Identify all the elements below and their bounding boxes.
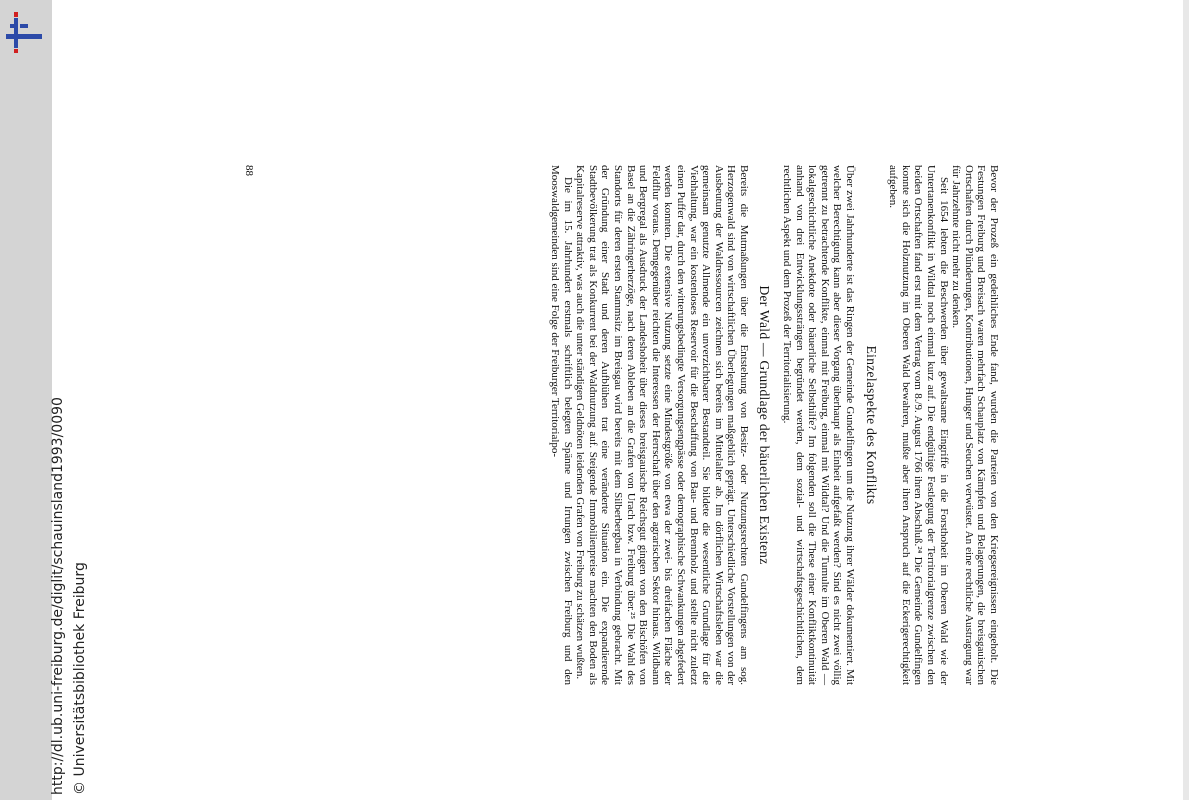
source-url-link[interactable]: http://dl.ub.uni-freiburg.de/diglit/schauinsland1993/0090 <box>50 397 66 795</box>
copyright-notice: © Universitätsbibliothek Freiburg <box>72 562 88 795</box>
paragraph: Seit 1654 lebten die Beschwerden über gewaltsame Eingriffe in die Forsthoheit im Oberen Wald wie der Untertanenkonflikt in Wildtal noch einmal kurz auf. Die endgültige Festlegung der Territorialgrenze zwischen den beiden Ortschaften fand erst mit dem Vertrag vom 8./9. August 1766 ihren Abschluß.²⁴ Die Gemeinde Gundelfingen konnte sich die Holznutzung im Oberen Wald bewahren, mußte aber ihren Anspruch auf die Eckerigerechtigkeit aufgeben. <box>887 165 950 685</box>
section-heading: Einzelaspekte des Konflikts <box>863 345 879 505</box>
section-heading: Der Wald — Grundlage der bäuerlichen Existenz <box>757 285 773 565</box>
paragraph: Bereits die Mutmaßungen über die Entstehung von Besitz- oder Nutzungsrechten Gundelfingens am sog. Herzogenwald sind von wirtschaftlichen Überlegungen maßgeblich geprägt. Unterschiedliche Vorstellungen von der Ausbeutung der Waldressourcen zeichnen sich bereits im Mittelalter ab. Im dörflichen Wirtschaftsleben war die gemeinsam genutzte Allmende ein unverzichtbarer Bestandteil. Sie bildete die wesentliche Grundlage für die Viehhaltung, war ein kostenloses Reservoir für die Beschaffung von Bau- und Brennholz und stellte nicht zuletzt einen Puffer dar, durch den witterungsbedingte Versorgungsengpässe oder demographische Schwankungen abgefedert werden konnten. Die extensive Nutzung setzte eine Mindestgröße von etwa der zwei- bis dreifachen Fläche der Feldflur voraus. Demgegenüber reichten die Interessen der Herrschaft über den agrarischen Sektor hinaus. Wildbann und Bergregal als Ausdruck der Landeshoheit über dieses breisgauische Reichsgut gingen von den Bischöfen von Basel an die Zähringerherzöge, nach deren Ableben an die Grafen von Urach bzw. Freiburg über.²⁵ Die Wahl des Standorts für deren ersten Stammsitz im Breisgau wird bereits mit dem Silberbergbau in Verbindung gebracht. Mit der Gründung einer Stadt und deren Aufblühen trat eine veränderte Situation ein. Die expandierende Stadtbevölkerung trat als Konkurrent bei der Waldnutzung auf. Steigende Immobilienpreise machten den Boden als Kapitalreserve attraktiv, was auch die unter ständigen Geldnöten leidenden Grafen von Freiburg zu schätzen wußten. <box>574 165 750 685</box>
scrollbar-track[interactable] <box>1183 0 1189 800</box>
sidebar-caption <box>48 0 92 795</box>
university-logo-icon <box>2 10 46 54</box>
scanned-page <box>245 165 1000 685</box>
paragraph: Über zwei Jahrhunderte ist das Ringen der Gemeinde Gundelfingen um die Nutzung ihrer Wälder dokumentiert. Mit welcher Berechtigung kann aber dieser Vorgang überhaupt als Einheit aufgefaßt werden? Sind es nicht zwei völlig getrennt zu betrachtende Konflikte, einmal mit Freiburg, einmal mit Wildtal? Und die Tumulte im Oberen Wald — lokalgeschichtliche Anekdote oder bäuerliche Selbsthilfe? Im folgenden soll die These einer Konfliktkontinuität anhand von drei Entwicklungssträngen begründet werden, dem sozial- und wirtschaftsgeschichtlichen, dem rechtlichen Aspekt und dem Prozeß der Territorialisierung. <box>781 165 857 685</box>
paragraph: Bevor der Prozeß ein gedeihliches Ende fand, wurden die Parteien von den Kriegsereignissen eingeholt. Die Festungen Freiburg und Breisach waren mehrfach Schauplatz von Kämpfen und Belagerungen, die breisgauischen Ortschaften durch Plünderungen, Kontributionen, Hunger und Seuchen verwüstet. An eine rechtliche Austragung war für Jahrzehnte nicht mehr zu denken. <box>950 165 1000 685</box>
viewer-sidebar <box>0 0 88 800</box>
paragraph: Die im 15. Jahrhundert erstmals schriftlich belegten Spänne und Irrungen zwischen Freiburg und den Mooswaldgemeinden sind eine Folge der Freiburger Territorialpo- <box>549 165 574 685</box>
page-number: 88 <box>243 165 255 176</box>
